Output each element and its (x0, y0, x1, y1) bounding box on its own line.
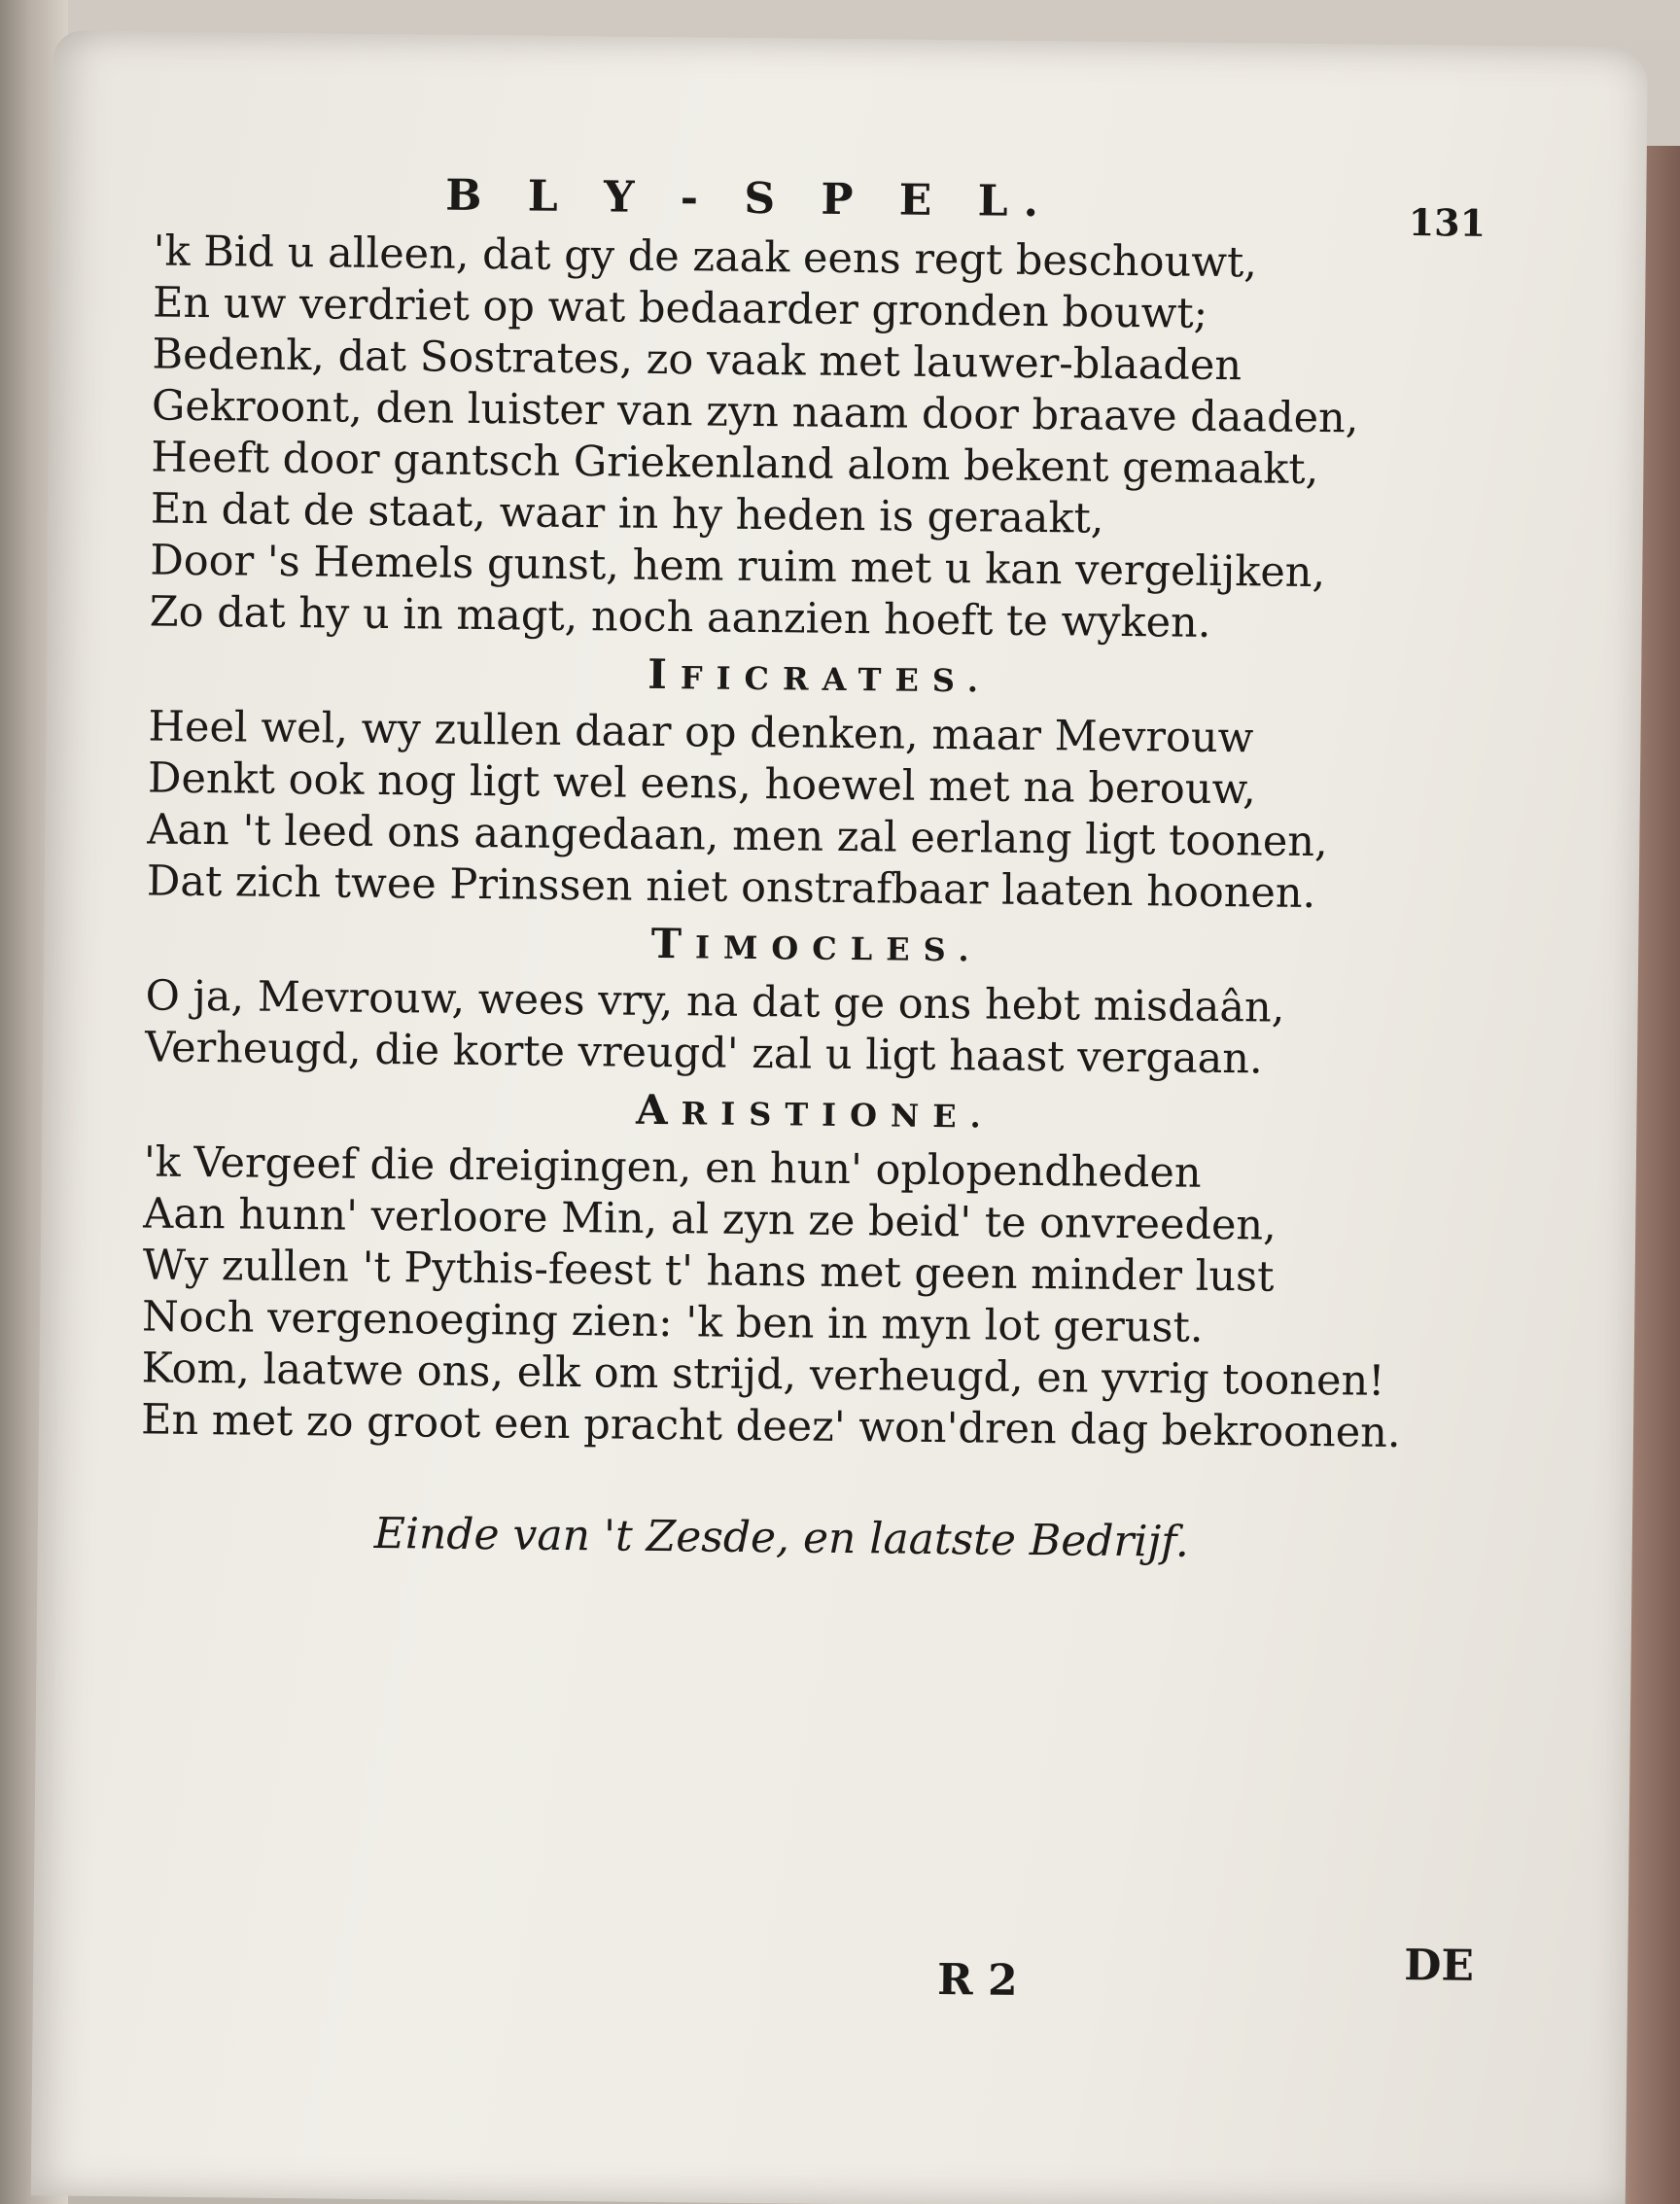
page-footer (135, 1941, 1565, 2039)
speaker-name: TIMOCLES. (650, 919, 983, 969)
speaker-name: ARISTIONE. (635, 1085, 995, 1136)
verse-line: Wy zullen 't Pythis-feest t' hans met geen minder lust (142, 1241, 1275, 1302)
verse-line: Heel wel, wy zullen daar op denken, maar Mevrouw (148, 702, 1254, 763)
verse-line: Denkt ook nog ligt wel eens, hoewel met na berouw, (147, 753, 1257, 815)
verse-line: Kom, laatwe ons, elk om strijd, verheugd, en yvrig toonen! (141, 1344, 1385, 1406)
book-page (31, 30, 1648, 2204)
verse-line: Aan hunn' verloore Min, al zyn ze beid' te onvreeden, (143, 1189, 1278, 1250)
running-head-title: B L Y - S P E L. (445, 170, 1055, 227)
verse-line: 'k Bid u alleen, dat gy de zaak eens regt beschouwt, (153, 227, 1258, 288)
verse-line: Noch vergenoeging zien: 'k ben in myn lot gerust. (141, 1292, 1204, 1352)
speech-block (145, 909, 1488, 1087)
speech-block (141, 1075, 1487, 1459)
verse-line: Heeft door gantsch Griekenland alom bekent gemaakt, (151, 433, 1319, 495)
verse-line: Verheugd, die korte vreugd' zal u ligt haast vergaan. (144, 1023, 1263, 1084)
catchword: DE (1404, 1941, 1475, 1991)
verse-line: Bedenk, dat Sostrates, zo vaak met lauwer-blaaden (152, 330, 1242, 391)
verse-line: Gekroont, den luister van zyn naam door braave daaden, (151, 381, 1359, 443)
verse-line: En met zo groot een pracht deez' won'dren dag bekroonen. (140, 1395, 1401, 1457)
verse-line: O ja, Mevrouw, wees vry, na dat ge ons hebt misdaân, (145, 971, 1285, 1032)
verse-line: Door 's Hemels gunst, hem ruim met u kan vergelijken, (150, 536, 1326, 598)
page-number: 131 (1408, 200, 1487, 245)
speaker-name: IFICRATES. (647, 649, 993, 700)
speech-block (147, 640, 1491, 921)
verse-line: Dat zich twee Prinssen niet onstrafbaar laaten hoonen. (146, 857, 1316, 919)
verse-line: Aan 't leed ons aangedaan, men zal eerlang ligt toonen, (147, 805, 1328, 867)
verse-line: 'k Vergeef die dreigingen, en hun' oplopendheden (143, 1137, 1202, 1198)
speech-block (150, 227, 1495, 652)
signature-mark: R 2 (936, 1955, 1018, 2006)
text-block (140, 168, 1496, 2006)
verse-line: Zo dat hy u in magt, noch aanzien hoeft te wyken. (149, 587, 1211, 647)
end-of-act-line: Einde van 't Zesde, en laatste Bedrijf. (373, 1508, 1190, 1567)
verse-line: En dat de staat, waar in hy heden is geraakt, (150, 484, 1104, 543)
verse-line: En uw verdriet op wat bedaarder gronden bouwt; (152, 278, 1208, 338)
